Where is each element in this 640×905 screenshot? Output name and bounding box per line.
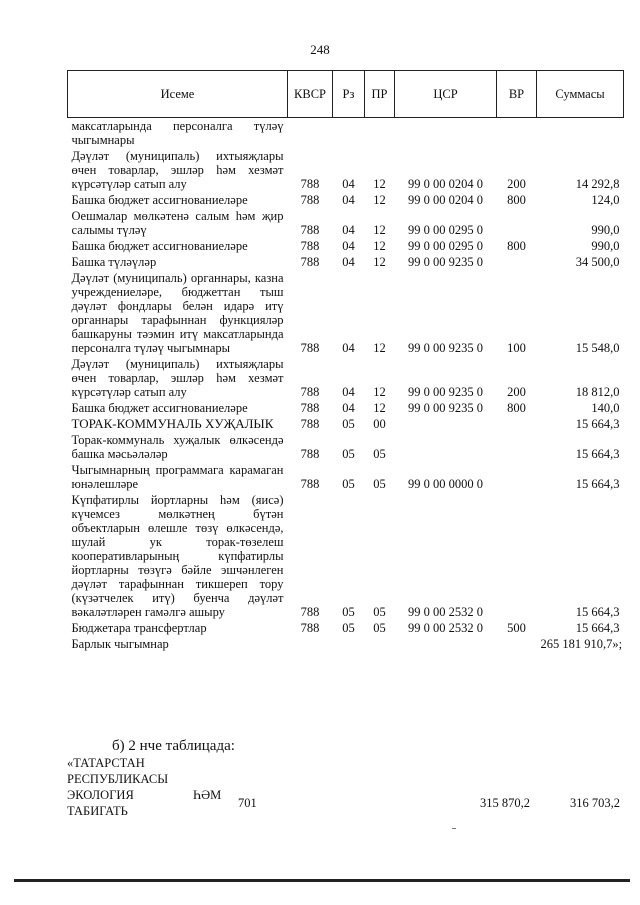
cell-csr: 99 0 00 2532 0 — [408, 621, 483, 635]
cell-vr: 200 — [507, 385, 526, 399]
header-name: Исеме — [68, 71, 288, 118]
header-csr: ЦСР — [395, 71, 497, 118]
cell-vr: 800 — [507, 193, 526, 207]
subtitle: б) 2 нче таблицада: — [112, 738, 235, 754]
cell-name: максатларында персоналга түләү чыгымнары — [71, 119, 284, 147]
cell-name: Башка бюджет ассигнованиеләре — [71, 239, 248, 253]
cell-vr: 100 — [507, 341, 526, 355]
cell-name: Чыгымнарның программага карамаган юнәлешләре — [71, 463, 284, 491]
cell-rz: 04 — [342, 177, 355, 191]
cell-name: Башка түләүләр — [71, 255, 157, 269]
cell-kvsr: 788 — [300, 477, 320, 491]
cell-rz: 05 — [342, 417, 355, 431]
cell-kvsr: 788 — [300, 255, 320, 269]
cell-sum: 15 548,0 — [575, 341, 620, 355]
cell-rz: 04 — [342, 193, 355, 207]
cell-name: Оешмалар мөлкәтенә салым һәм җир салымы түләү — [71, 209, 284, 237]
cell-kvsr: 788 — [300, 447, 320, 461]
cell-rz: 04 — [342, 401, 355, 415]
cell-rz: 05 — [342, 447, 355, 461]
cell-rz: 04 — [342, 239, 355, 253]
cell-pr: 12 — [373, 255, 386, 269]
page-edge-line — [14, 879, 630, 882]
org-line: ЭКОЛОГИЯ — [67, 788, 134, 802]
cell-rz: 05 — [342, 621, 355, 635]
cell-kvsr: 788 — [300, 417, 320, 431]
org-line: ТАБИГАТЬ — [67, 804, 128, 818]
cell-name: Дәүләт (муниципаль) ихтыяҗлары өчен товарлар, эшләр һәм хезмәт күрсәтүләр сатып алу — [71, 357, 284, 399]
org-line: «ТАТАРСТАН — [67, 756, 145, 770]
cell-kvsr: 788 — [300, 401, 320, 415]
org-value-2: 316 703,2 — [570, 796, 620, 810]
cell-csr: 99 0 00 0295 0 — [408, 239, 483, 253]
cell-sum: 990,0 — [591, 223, 620, 237]
cell-pr: 05 — [373, 477, 386, 491]
cell-pr: 12 — [373, 223, 386, 237]
cell-kvsr: 788 — [300, 621, 320, 635]
cell-sum: 15 664,3 — [575, 477, 620, 491]
cell-csr: 99 0 00 9235 0 — [408, 401, 483, 415]
cell-pr: 12 — [373, 239, 386, 253]
cell-rz: 05 — [342, 605, 355, 619]
cell-sum: 14 292,8 — [575, 177, 620, 191]
org-line: РЕСПУБЛИКАСЫ — [67, 772, 169, 786]
header-vr: ВР — [497, 71, 537, 118]
cell-rz: 04 — [342, 341, 355, 355]
cell-sum: 34 500,0 — [575, 255, 620, 269]
cell-pr: 05 — [373, 621, 386, 635]
header-sum: Суммасы — [537, 71, 624, 118]
cell-sum: 15 664,3 — [575, 447, 620, 461]
cell-rz: 04 — [342, 223, 355, 237]
cell-pr: 12 — [373, 193, 386, 207]
cell-kvsr: 788 — [300, 341, 320, 355]
cell-sum: 15 664,3 — [575, 605, 620, 619]
cell-csr: 99 0 00 9235 0 — [408, 255, 483, 269]
cell-pr: 00 — [373, 417, 386, 431]
cell-csr: 99 0 00 2532 0 — [408, 605, 483, 619]
cell-name: Башка бюджет ассигнованиеләре — [71, 401, 248, 415]
cell-name: Башка бюджет ассигнованиеләре — [71, 193, 248, 207]
cell-csr: 99 0 00 9235 0 — [408, 341, 483, 355]
cell-name: Дәүләт (муниципаль) ихтыяҗлары өчен товарлар, эшләр һәм хезмәт күрсәтүләр сатып алу — [71, 149, 284, 191]
cell-vr: 500 — [507, 621, 526, 635]
cell-csr: 99 0 00 9235 0 — [408, 385, 483, 399]
cell-pr: 12 — [373, 401, 386, 415]
header-rz: Рз — [333, 71, 365, 118]
cell-pr: 05 — [373, 605, 386, 619]
cell-csr: 99 0 00 0295 0 — [408, 223, 483, 237]
cell-sum: 18 812,0 — [575, 385, 620, 399]
cell-kvsr: 788 — [300, 239, 320, 253]
cell-rz: 05 — [342, 477, 355, 491]
cell-name: Торак-коммуналь хуҗалык өлкәсендә башка мәсьәләләр — [71, 433, 284, 461]
cell-sum: 15 664,3 — [575, 417, 620, 431]
cell-name: ТОРАК-КОММУНАЛЬ ХУҖАЛЫК — [71, 416, 274, 431]
cell-vr: 800 — [507, 401, 526, 415]
cell-kvsr: 788 — [300, 605, 320, 619]
cell-name: Бюджетара трансфертлар — [71, 621, 207, 635]
cell-pr: 05 — [373, 447, 386, 461]
cell-kvsr: 788 — [300, 177, 320, 191]
cell-name: Дәүләт (муниципаль) органнары, казна учреждениеләре, бюджеттан тыш дәүләт фондлары белән идарә итү органнары тарафыннан функцияләр башкаруны тәэмин итү максатларында персоналга түләү чыгымнары — [71, 271, 284, 355]
org-word-and: ҺӘМ — [193, 788, 222, 802]
cell-sum: 140,0 — [591, 401, 620, 415]
cell-name: Күпфатирлы йортларны һәм (яисә) күчемсез мөлкәтнең бүтән объектларын өлешле төзү өлкәсендә, шулай ук торак-төзелеш кооперативларының күпфатирлы йортларны төзүгә бәйле эшчәнлеген дәүләт тарафыннан тикшереп тору (күзәтчелек итү) буенча дәүләт вәкаләтләрен гамәлгә ашыру — [71, 493, 284, 619]
cell-kvsr: 788 — [300, 385, 320, 399]
cell-pr: 12 — [373, 341, 386, 355]
cell-rz: 04 — [342, 255, 355, 269]
cell-kvsr: 788 — [300, 223, 320, 237]
page-number: 248 — [310, 42, 330, 57]
cell-name: Барлык чыгымнар — [71, 637, 169, 651]
cell-kvsr: 788 — [300, 193, 320, 207]
cell-vr: 200 — [507, 177, 526, 191]
cell-pr: 12 — [373, 385, 386, 399]
header-kvsr: КВСР — [288, 71, 333, 118]
cell-sum: 15 664,3 — [575, 621, 620, 635]
cell-sum: 265 181 910,7»; — [540, 637, 623, 651]
cell-csr: 99 0 00 0000 0 — [408, 477, 483, 491]
cell-pr: 12 — [373, 177, 386, 191]
cell-csr: 99 0 00 0204 0 — [408, 193, 483, 207]
header-pr: ПР — [365, 71, 395, 118]
cell-vr: 800 — [507, 239, 526, 253]
cell-sum: 990,0 — [591, 239, 620, 253]
org-value-1: 315 870,2 — [480, 796, 530, 810]
cell-rz: 04 — [342, 385, 355, 399]
org-code: 701 — [238, 796, 257, 810]
cell-sum: 124,0 — [591, 193, 620, 207]
scan-speck — [452, 828, 456, 829]
cell-csr: 99 0 00 0204 0 — [408, 177, 483, 191]
